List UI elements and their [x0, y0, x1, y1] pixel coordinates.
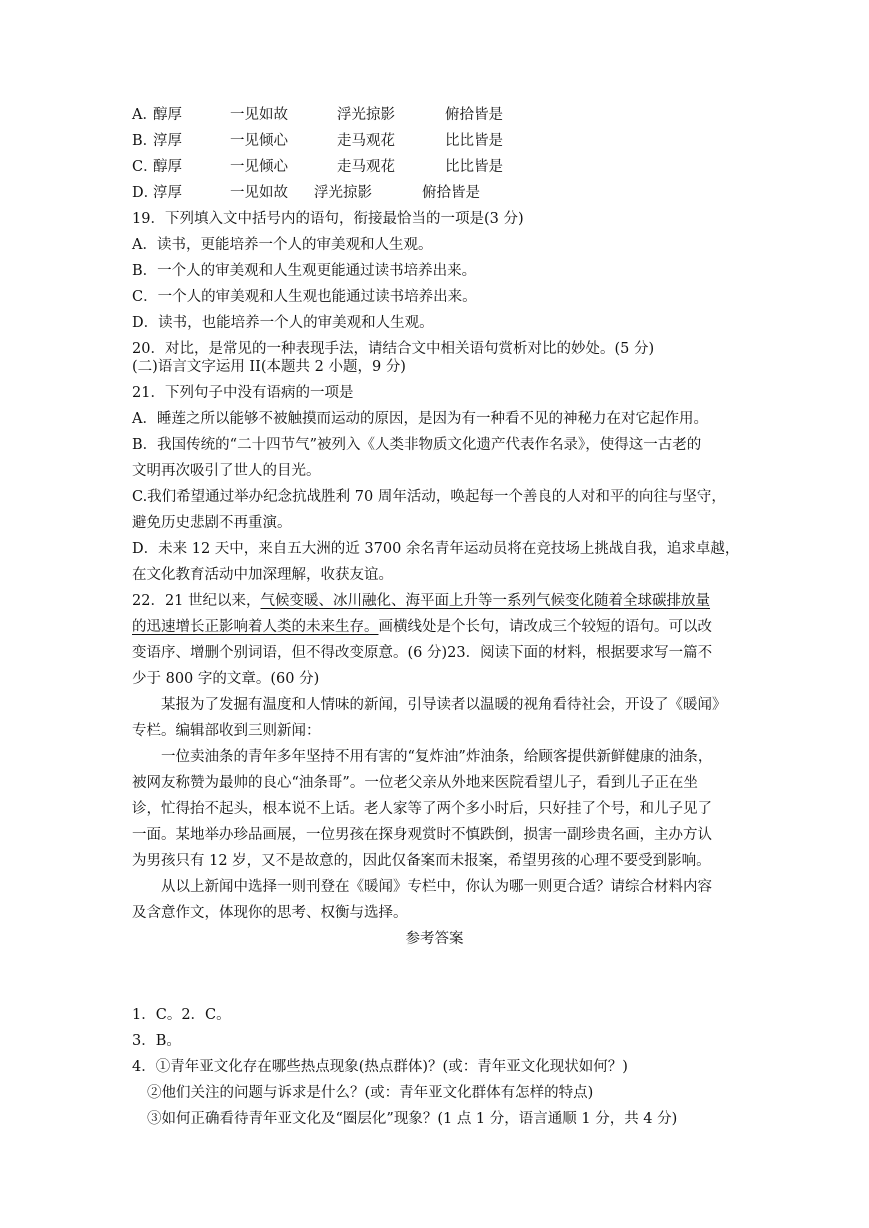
option-label: B．	[132, 133, 158, 149]
q21-option-b: B．我国传统的“二十四节气”被列入《人类非物质文化遗产代表作名录》，使得这一古老的	[132, 437, 702, 453]
option-word: 淳厚	[153, 133, 182, 149]
option-word: 淳厚	[153, 185, 182, 201]
answer-3: 3．B。	[132, 1033, 181, 1049]
material-p2-cont: 一面。某地举办珍品画展，一位男孩在探身观赏时不慎跌倒，损害一副珍贵名画，主办方认	[132, 827, 712, 843]
option-word: 一见倾心	[230, 133, 288, 149]
q21-option-d: D．未来 12 天中，来自五大洲的近 3700 余名青年运动员将在竞技场上挑战自我，追求卓越，	[132, 541, 740, 557]
question-19: 19．下列填入文中括号内的语句，衔接最恰当的一项是(3 分)	[132, 211, 524, 227]
answer-1-2: 1．C。2．C。	[132, 1007, 231, 1023]
option-word: 走马观花	[337, 159, 395, 175]
question-20: 20．对比，是常见的一种表现手法，请结合文中相关语句赏析对比的妙处。(5 分)	[132, 341, 655, 357]
q21-option-c-cont: 避免历史悲剧不再重演。	[132, 515, 292, 531]
q22-prefix: 22．21 世纪以来，	[132, 593, 261, 609]
option-label: D．	[132, 185, 159, 201]
option-label: C．	[132, 159, 158, 175]
material-p2-cont: 被网友称赞为最帅的良心“油条哥”。一位老父亲从外地来医院看望儿子，看到儿子正在坐	[132, 775, 698, 791]
option-word: 一见倾心	[230, 159, 288, 175]
section-heading: (二)语言文字运用 II(本题共 2 小题，9 分)	[132, 359, 406, 375]
question-22-line3: 变语序、增删个别词语，但不得改变原意。(6 分)23．阅读下面的材料，根据要求写一篇不	[132, 645, 713, 661]
answers-title: 参考答案	[405, 931, 464, 947]
answer-4: 4．①青年亚文化存在哪些热点现象(热点群体)？(或：青年亚文化现状如何？)	[132, 1059, 628, 1075]
q19-option-c: C．一个人的审美观和人生观也能通过读书培养出来。	[132, 289, 477, 305]
material-p3: 从以上新闻中选择一则刊登在《暖闻》专栏中，你认为哪一则更合适？请综合材料内容	[161, 879, 712, 895]
option-label: A．	[132, 107, 157, 123]
option-word: 一见如故	[230, 185, 288, 201]
question-22	[132, 591, 710, 611]
material-p2-cont: 为男孩只有 12 岁，又不是故意的，因此仅备案而未报案，希望男孩的心理不要受到影响。	[132, 853, 711, 869]
q21-option-a: A．睡莲之所以能够不被触摸而运动的原因，是因为有一种看不见的神秘力在对它起作用。	[132, 411, 708, 427]
option-a-18	[132, 105, 503, 125]
q22-instruction: 画横线处是个长句，请改成三个较短的语句。可以改	[378, 619, 712, 635]
q19-option-a: A．读书，更能培养一个人的审美观和人生观。	[132, 237, 433, 253]
option-word: 醇厚	[153, 159, 182, 175]
option-word: 浮光掠影	[337, 107, 395, 123]
option-d-18	[132, 183, 480, 203]
option-word: 浮光掠影	[314, 185, 372, 201]
q19-option-b: B．一个人的审美观和人生观更能通过读书培养出来。	[132, 263, 477, 279]
underlined-sentence: 的迅速增长正影响着人类的未来生存。	[132, 619, 379, 635]
q21-option-d-cont: 在文化教育活动中加深理解，收获友谊。	[132, 567, 393, 583]
answer-4-point3: ③如何正确看待青年亚文化及“圈层化”现象？(1 点 1 分，语言通顺 1 分，共 4 分)	[147, 1111, 678, 1127]
question-21: 21．下列句子中没有语病的一项是	[132, 385, 354, 401]
answer-4-point2: ②他们关注的问题与诉求是什么？(或：青年亚文化群体有怎样的特点)	[147, 1085, 594, 1101]
option-word: 一见如故	[230, 107, 288, 123]
material-p3-cont: 及含意作文，体现你的思考、权衡与选择。	[132, 905, 408, 921]
option-word: 走马观花	[337, 133, 395, 149]
material-p1: 某报为了发掘有温度和人情味的新闻，引导读者以温暖的视角看待社会，开设了《暖闻》	[161, 697, 727, 713]
material-p2: 一位卖油条的青年多年坚持不用有害的“复炸油”炸油条，给顾客提供新鲜健康的油条，	[161, 749, 713, 765]
option-word: 俯拾皆是	[422, 185, 480, 201]
option-c-18	[132, 157, 503, 177]
material-p2-cont: 诊，忙得抬不起头，根本说不上话。老人家等了两个多小时后，只好挂了个号，和儿子见了	[132, 801, 712, 817]
q21-option-b-cont: 文明再次吸引了世人的目光。	[132, 463, 321, 479]
option-word: 比比皆是	[445, 133, 503, 149]
option-word: 比比皆是	[445, 159, 503, 175]
material-p1-cont: 专栏。编辑部收到三则新闻：	[132, 723, 321, 739]
q19-option-d: D．读书，也能培养一个人的审美观和人生观。	[132, 315, 434, 331]
option-word: 醇厚	[153, 107, 182, 123]
underlined-sentence: 气候变暖、冰川融化、海平面上升等一系列气候变化随着全球碳排放量	[260, 593, 711, 609]
option-word: 俯拾皆是	[445, 107, 503, 123]
option-b-18	[132, 131, 503, 151]
question-22-line2	[132, 617, 712, 637]
q21-option-c: C.我们希望通过举办纪念抗战胜利 70 周年活动，唤起每一个善良的人对和平的向往与坚守，	[132, 489, 726, 505]
question-23-line: 少于 800 字的文章。(60 分)	[132, 671, 320, 687]
